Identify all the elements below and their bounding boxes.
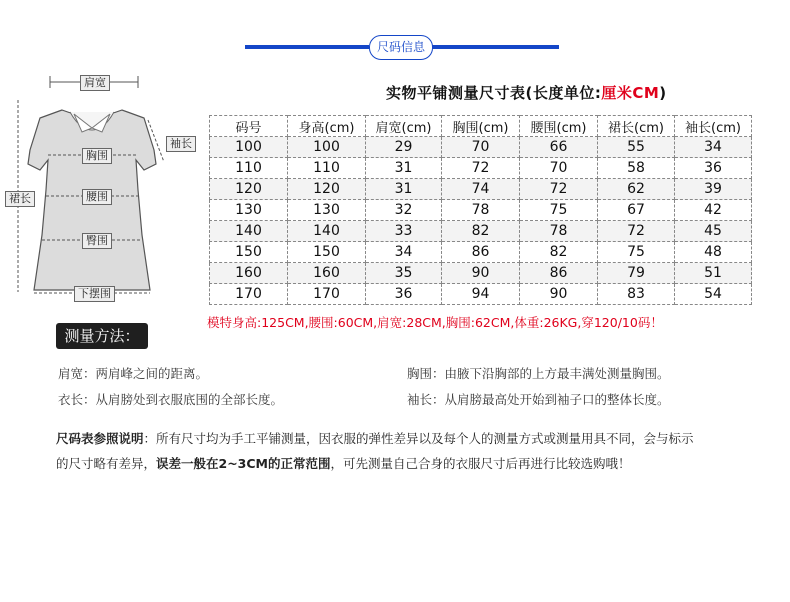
table-cell: 170 bbox=[288, 284, 366, 305]
table-cell: 75 bbox=[598, 242, 675, 263]
table-cell: 36 bbox=[675, 158, 752, 179]
table-cell: 78 bbox=[442, 200, 520, 221]
diagram-label-hem: 下摆围 bbox=[74, 286, 115, 302]
table-cell: 35 bbox=[366, 263, 442, 284]
table-cell: 62 bbox=[598, 179, 675, 200]
diagram-label-waist: 腰围 bbox=[82, 189, 112, 205]
table-cell: 160 bbox=[288, 263, 366, 284]
reference-lead: 尺码表参照说明 bbox=[56, 431, 144, 446]
diagram-label-hip: 臀围 bbox=[82, 233, 112, 249]
reference-line-1 bbox=[56, 426, 766, 451]
size-table bbox=[209, 115, 752, 305]
table-header-cell: 肩宽(cm) bbox=[366, 116, 442, 137]
table-cell: 34 bbox=[366, 242, 442, 263]
table-cell: 100 bbox=[288, 137, 366, 158]
table-row bbox=[210, 158, 752, 179]
table-row bbox=[210, 284, 752, 305]
table-row bbox=[210, 200, 752, 221]
table-cell: 33 bbox=[366, 221, 442, 242]
table-cell: 82 bbox=[442, 221, 520, 242]
table-cell: 51 bbox=[675, 263, 752, 284]
table-cell: 54 bbox=[675, 284, 752, 305]
size-info-tab: 尺码信息 bbox=[369, 35, 433, 60]
title-prefix: 实物平铺测量尺寸表(长度单位: bbox=[386, 84, 602, 102]
reference-note bbox=[56, 426, 766, 476]
diagram-label-chest: 胸围 bbox=[82, 148, 112, 164]
table-cell: 66 bbox=[520, 137, 598, 158]
table-cell: 39 bbox=[675, 179, 752, 200]
table-cell: 130 bbox=[288, 200, 366, 221]
table-cell: 70 bbox=[442, 137, 520, 158]
table-row bbox=[210, 179, 752, 200]
table-cell: 140 bbox=[288, 221, 366, 242]
table-header-cell: 胸围(cm) bbox=[442, 116, 520, 137]
header-bar-right bbox=[431, 45, 559, 49]
reference-line2-end: ，可先测量自己合身的衣服尺寸后再进行比较选购哦！ bbox=[330, 456, 631, 471]
table-cell: 83 bbox=[598, 284, 675, 305]
table-cell: 94 bbox=[442, 284, 520, 305]
measure-shoulder: 肩宽：两肩峰之间的距离。 bbox=[58, 366, 209, 381]
table-cell: 130 bbox=[210, 200, 288, 221]
table-cell: 72 bbox=[520, 179, 598, 200]
table-cell: 34 bbox=[675, 137, 752, 158]
table-cell: 42 bbox=[675, 200, 752, 221]
table-cell: 58 bbox=[598, 158, 675, 179]
title-suffix: ) bbox=[659, 84, 667, 102]
table-header-cell: 身高(cm) bbox=[288, 116, 366, 137]
measure-sleeve: 袖长：从肩膀最高处开始到袖子口的整体长度。 bbox=[407, 392, 670, 407]
table-cell: 31 bbox=[366, 158, 442, 179]
table-cell: 90 bbox=[442, 263, 520, 284]
header-bar-left bbox=[245, 45, 369, 49]
table-header-row bbox=[210, 116, 752, 137]
table-cell: 45 bbox=[675, 221, 752, 242]
reference-line-2 bbox=[56, 451, 766, 476]
size-table-title bbox=[386, 82, 667, 103]
table-cell: 55 bbox=[598, 137, 675, 158]
table-cell: 140 bbox=[210, 221, 288, 242]
diagram-label-skirt-length: 裙长 bbox=[5, 191, 35, 207]
table-header-cell: 码号 bbox=[210, 116, 288, 137]
diagram-label-shoulder: 肩宽 bbox=[80, 75, 110, 91]
table-row bbox=[210, 137, 752, 158]
table-cell: 32 bbox=[366, 200, 442, 221]
table-cell: 36 bbox=[366, 284, 442, 305]
table-cell: 150 bbox=[210, 242, 288, 263]
table-cell: 75 bbox=[520, 200, 598, 221]
table-cell: 110 bbox=[210, 158, 288, 179]
table-cell: 160 bbox=[210, 263, 288, 284]
table-cell: 110 bbox=[288, 158, 366, 179]
table-row bbox=[210, 263, 752, 284]
table-header-cell: 裙长(cm) bbox=[598, 116, 675, 137]
diagram-label-sleeve: 袖长 bbox=[166, 136, 196, 152]
table-cell: 120 bbox=[288, 179, 366, 200]
table-cell: 72 bbox=[598, 221, 675, 242]
table-cell: 79 bbox=[598, 263, 675, 284]
table-cell: 70 bbox=[520, 158, 598, 179]
table-cell: 120 bbox=[210, 179, 288, 200]
table-cell: 31 bbox=[366, 179, 442, 200]
model-note: 模特身高:125CM,腰围:60CM,肩宽:28CM,胸围:62CM,体重:26KG,穿120/10码！ bbox=[207, 315, 663, 330]
table-row bbox=[210, 242, 752, 263]
table-cell: 82 bbox=[520, 242, 598, 263]
table-cell: 170 bbox=[210, 284, 288, 305]
table-cell: 100 bbox=[210, 137, 288, 158]
measure-method-badge: 测量方法： bbox=[56, 323, 148, 349]
table-header-cell: 袖长(cm) bbox=[675, 116, 752, 137]
table-cell: 86 bbox=[520, 263, 598, 284]
table-cell: 86 bbox=[442, 242, 520, 263]
table-cell: 48 bbox=[675, 242, 752, 263]
reference-line1-text: ：所有尺寸均为手工平铺测量，因衣服的弹性差异以及每个人的测量方式或测量用具不同，会与标示 bbox=[143, 431, 694, 446]
table-cell: 29 bbox=[366, 137, 442, 158]
table-row bbox=[210, 221, 752, 242]
table-cell: 72 bbox=[442, 158, 520, 179]
table-cell: 90 bbox=[520, 284, 598, 305]
reference-line2-start: 的尺寸略有差异， bbox=[56, 456, 157, 471]
title-unit: 厘米CM bbox=[601, 84, 660, 102]
reference-line2-bold: 误差一般在2~3CM的正常范围 bbox=[156, 456, 331, 471]
table-cell: 78 bbox=[520, 221, 598, 242]
table-cell: 150 bbox=[288, 242, 366, 263]
measure-chest: 胸围：由腋下沿胸部的上方最丰满处测量胸围。 bbox=[407, 366, 670, 381]
measure-length: 衣长：从肩膀处到衣服底围的全部长度。 bbox=[58, 392, 284, 407]
table-cell: 67 bbox=[598, 200, 675, 221]
table-cell: 74 bbox=[442, 179, 520, 200]
table-header-cell: 腰围(cm) bbox=[520, 116, 598, 137]
dress-diagram bbox=[0, 60, 200, 320]
